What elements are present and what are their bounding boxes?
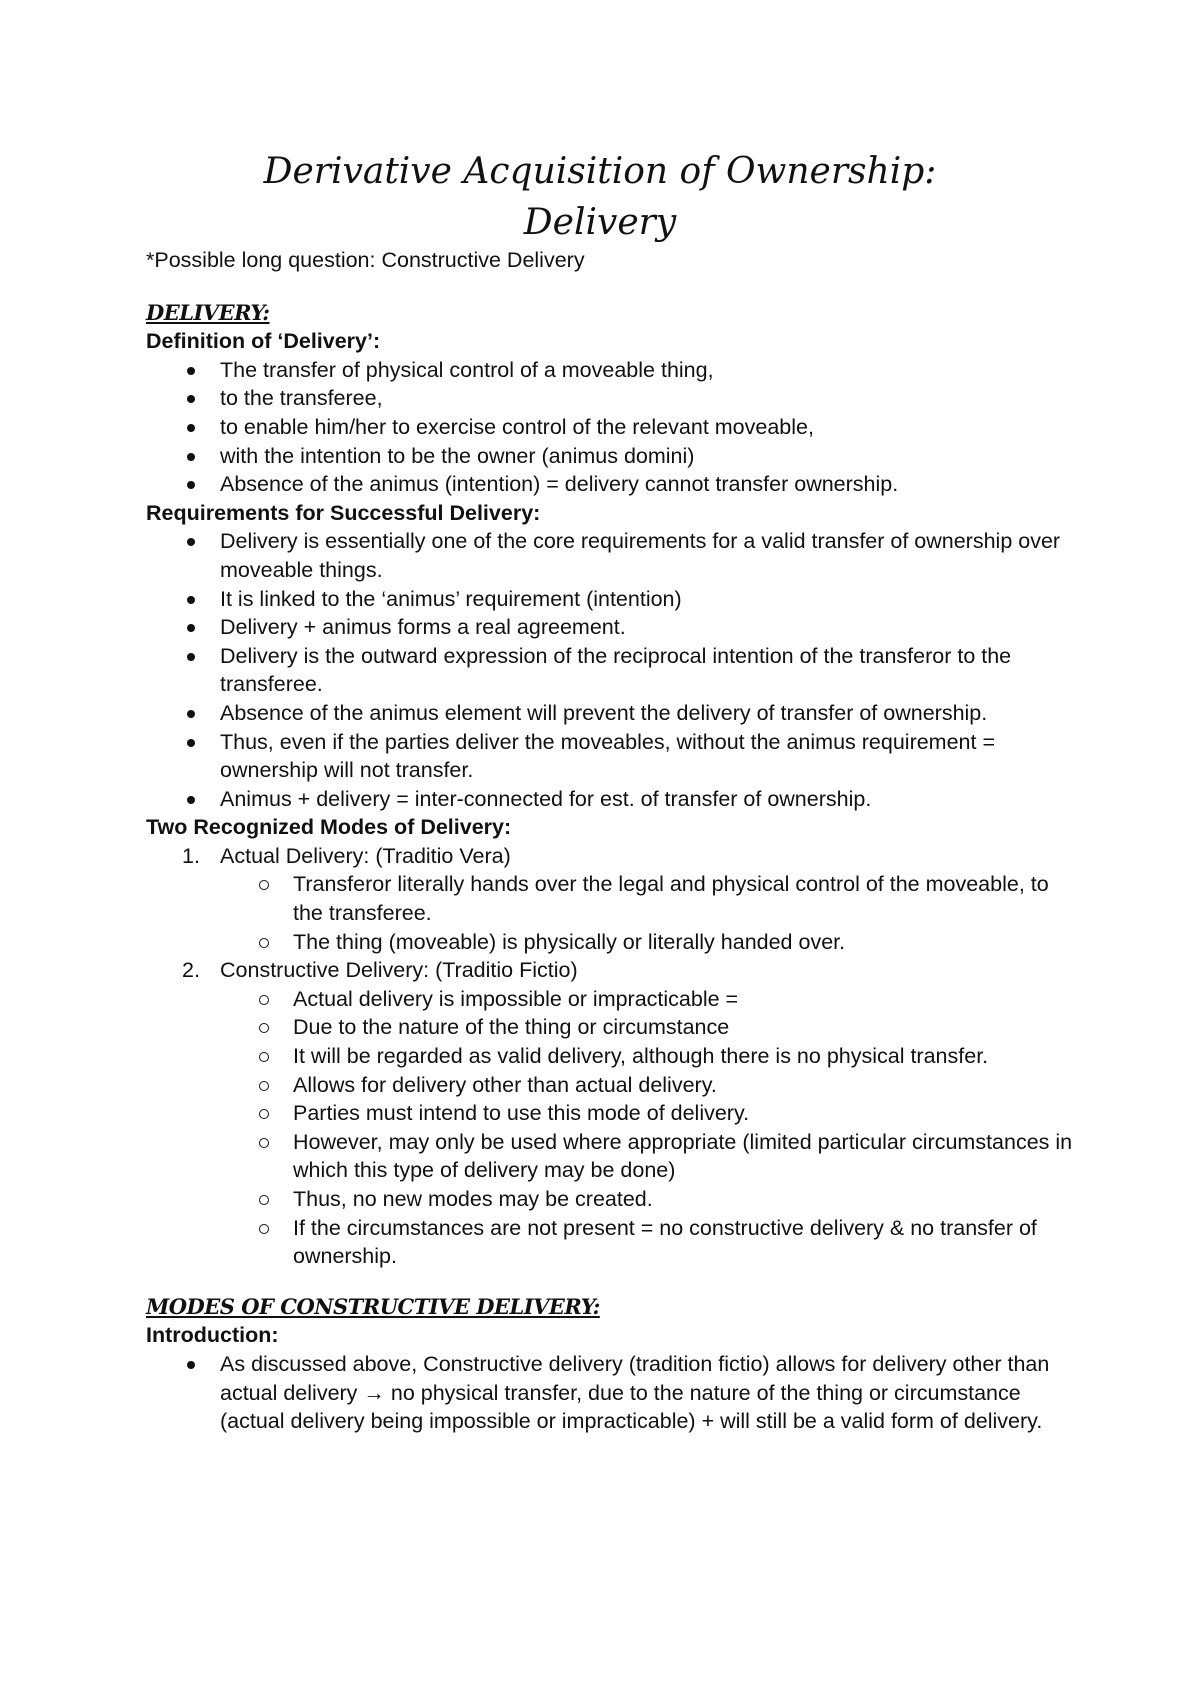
list-item: If the circumstances are not present = no constructive delivery & no transfer of ownership. <box>146 1214 1076 1271</box>
list-item: Transferor literally hands over the legal and physical control of the moveable, to the transferee. <box>146 870 1076 927</box>
definition-list <box>146 356 1076 499</box>
modes-list-continued <box>146 956 1076 985</box>
list-item-constructive-delivery: 2. Constructive Delivery: (Traditio Fictio) <box>146 956 1076 985</box>
bullet-icon <box>187 796 195 804</box>
modes-heading: Two Recognized Modes of Delivery: <box>146 815 512 840</box>
definition-heading: Definition of ‘Delivery’: <box>146 329 381 354</box>
circle-bullet-icon <box>259 1109 269 1119</box>
list-item: Due to the nature of the thing or circumstance <box>146 1013 1076 1042</box>
introduction-heading: Introduction: <box>146 1323 279 1348</box>
bullet-icon <box>187 395 195 403</box>
circle-bullet-icon <box>259 880 269 890</box>
bullet-icon <box>187 424 195 432</box>
bullet-icon <box>187 453 195 461</box>
circle-bullet-icon <box>259 1052 269 1062</box>
list-number: 1. <box>182 843 200 868</box>
list-item-actual-delivery: 1. Actual Delivery: (Traditio Vera) <box>146 842 1076 871</box>
bullet-icon <box>187 653 195 661</box>
document-title-line2: Delivery <box>523 202 677 243</box>
list-item: Allows for delivery other than actual delivery. <box>146 1071 1076 1100</box>
bullet-icon <box>187 596 195 604</box>
list-item: However, may only be used where appropriate (limited particular circumstances in which this type of delivery may be done) <box>146 1128 1076 1185</box>
section-heading-delivery: DELIVERY: <box>146 299 270 325</box>
bullet-icon <box>187 624 195 632</box>
list-item: Thus, even if the parties deliver the moveables, without the animus requirement = ownership will not transfer. <box>146 728 1076 785</box>
list-item: Actual delivery is impossible or impracticable = <box>146 985 1076 1014</box>
list-item: The thing (moveable) is physically or literally handed over. <box>146 928 1076 957</box>
list-item: to enable him/her to exercise control of the relevant moveable, <box>146 413 1076 442</box>
list-item: Thus, no new modes may be created. <box>146 1185 1076 1214</box>
exam-note: *Possible long question: Constructive Delivery <box>146 248 585 272</box>
document-body <box>146 246 1076 1436</box>
introduction-list <box>146 1350 1076 1436</box>
list-item: Absence of the animus element will prevent the delivery of transfer of ownership. <box>146 699 1076 728</box>
section-heading-constructive: MODES OF CONSTRUCTIVE DELIVERY: <box>146 1293 600 1319</box>
circle-bullet-icon <box>259 1195 269 1205</box>
document-title-line1: Derivative Acquisition of Ownership: <box>263 151 937 192</box>
list-item: It will be regarded as valid delivery, although there is no physical transfer. <box>146 1042 1076 1071</box>
requirements-heading: Requirements for Successful Delivery: <box>146 500 541 525</box>
list-item: Parties must intend to use this mode of delivery. <box>146 1099 1076 1128</box>
bullet-icon <box>187 1361 195 1369</box>
circle-bullet-icon <box>259 1224 269 1234</box>
bullet-icon <box>187 710 195 718</box>
circle-bullet-icon <box>259 1023 269 1033</box>
constructive-delivery-sublist <box>146 985 1076 1271</box>
circle-bullet-icon <box>259 1138 269 1148</box>
modes-list <box>146 842 1076 871</box>
list-item: to the transferee, <box>146 384 1076 413</box>
list-item: Delivery + animus forms a real agreement. <box>146 613 1076 642</box>
list-item: Animus + delivery = inter-connected for est. of transfer of ownership. <box>146 785 1076 814</box>
circle-bullet-icon <box>259 1081 269 1091</box>
circle-bullet-icon <box>259 938 269 948</box>
list-item: with the intention to be the owner (animus domini) <box>146 442 1076 471</box>
list-item: Delivery is the outward expression of the reciprocal intention of the transferor to the transferee. <box>146 642 1076 699</box>
circle-bullet-icon <box>259 995 269 1005</box>
requirements-list <box>146 527 1076 813</box>
bullet-icon <box>187 367 195 375</box>
list-item: As discussed above, Constructive delivery (tradition fictio) allows for delivery other than actual delivery → no physical transfer, due to the nature of the thing or circumstance (actual delivery being impossible or impracticable) + will still be a valid form of delivery. <box>146 1350 1076 1436</box>
list-number: 2. <box>182 958 200 983</box>
list-item: Absence of the animus (intention) = delivery cannot transfer ownership. <box>146 470 1076 499</box>
list-item: The transfer of physical control of a moveable thing, <box>146 356 1076 385</box>
bullet-icon <box>187 739 195 747</box>
list-item: It is linked to the ‘animus’ requirement (intention) <box>146 585 1076 614</box>
bullet-icon <box>187 481 195 489</box>
list-item: Delivery is essentially one of the core requirements for a valid transfer of ownership over moveable things. <box>146 527 1076 584</box>
bullet-icon <box>187 538 195 546</box>
actual-delivery-sublist <box>146 870 1076 956</box>
